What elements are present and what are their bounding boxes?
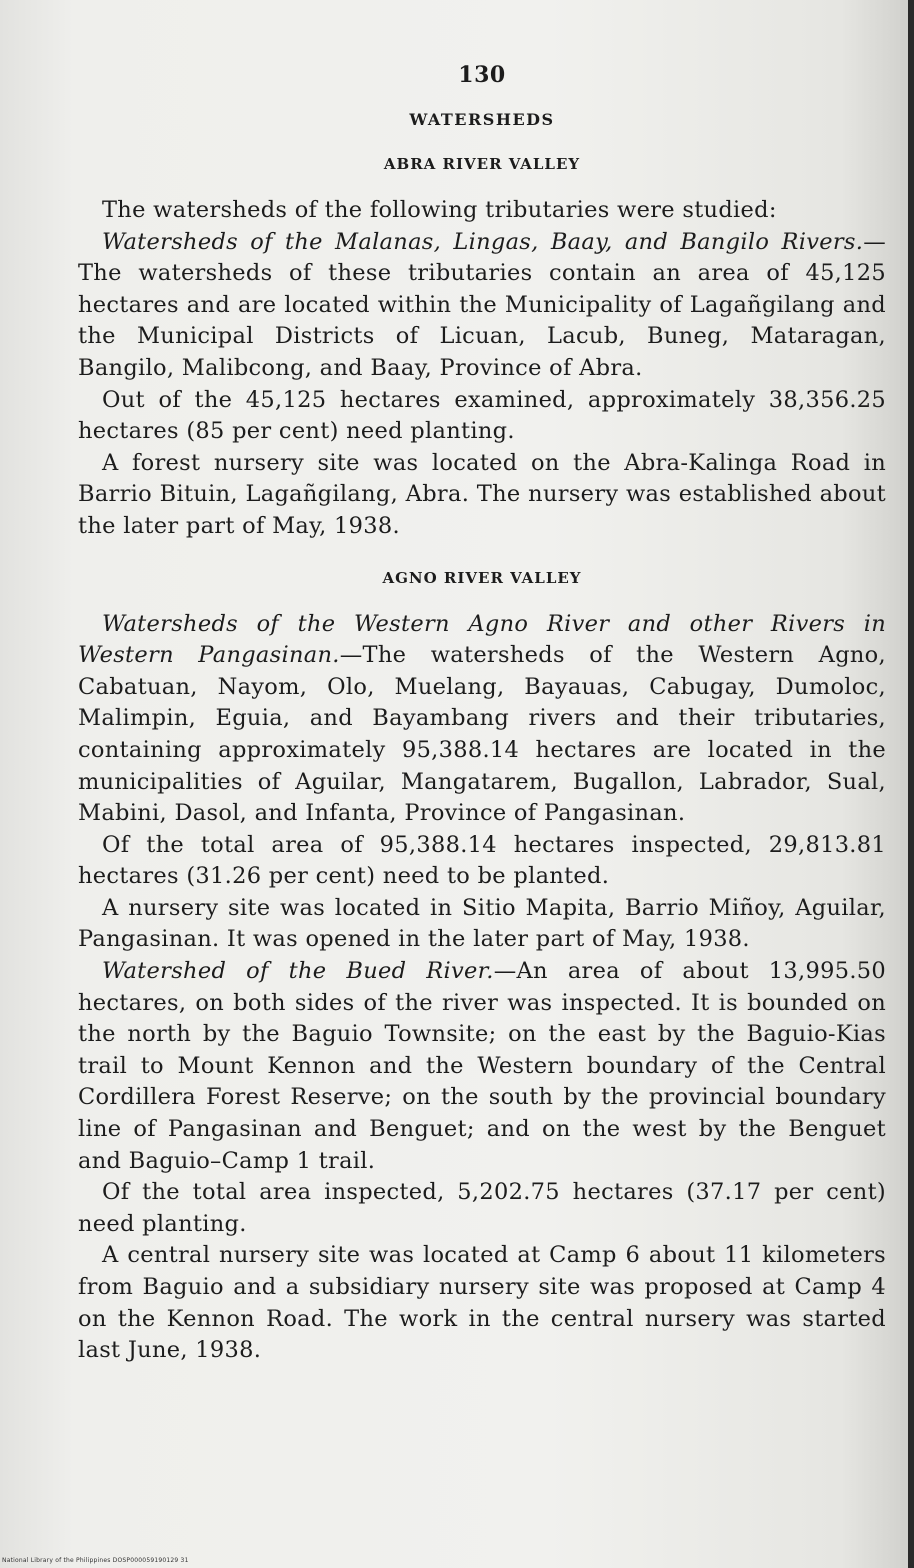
- page-edge-shadow: [908, 0, 914, 1568]
- paragraph-text: —An area of about 13,995.50 hectares, on both sides of the river was inspected. It is bounded on the north by the Baguio Townsite; on the east by the Baguio-Kias trail to Mount Kennon and the Western boundary of the Central Cordillera Forest Reserve; on the south by the provincial boundary line of Pangasinan and Benguet; and on the west by the Benguet and Baguio–Camp 1 trail.: [78, 958, 886, 1174]
- paragraph: [78, 893, 886, 956]
- paragraph: [78, 1177, 886, 1240]
- paragraph-run-in-heading: Watershed of the Bued River.: [102, 958, 494, 985]
- section-heading-agno: AGNO RIVER VALLEY: [382, 568, 582, 587]
- library-footer-stamp: National Library of the Philippines DOSP000059190129 31: [2, 1557, 189, 1564]
- page-number: 130: [458, 62, 506, 88]
- paragraph-text: —The watersheds of these tributaries contain an area of 45,125 hectares and are located within the Municipality of Lagañgilang and the Municipal Districts of Licuan, Lacub, Buneg, Mataragan, Bangilo, Malibcong, and Baay, Province of Abra.: [78, 228, 886, 381]
- paragraph: [78, 830, 886, 893]
- paragraph-text: A nursery site was located in Sitio Mapita, Barrio Miñoy, Aguilar, Pangasinan. It was opened in the later part of May, 1938.: [78, 894, 886, 953]
- paragraph-text: Out of the 45,125 hectares examined, approximately 38,356.25 hectares (85 per cent) need planting.: [78, 386, 886, 445]
- paragraph-text: —The watersheds of the Western Agno, Cabatuan, Nayom, Olo, Muelang, Bayauas, Cabugay, Dumoloc, Malimpin, Eguia, and Bayambang rivers and their tributaries, containing approximately 95,388.14 hectares are located in the municipalities of Aguilar, Mangatarem, Bugallon, Labrador, Sual, Mabini, Dasol, and Infanta, Province of Pangasinan.: [78, 642, 886, 827]
- paragraph-text: A forest nursery site was located on the Abra-Kalinga Road in Barrio Bituin, Lagañgilang, Abra. The nursery was established about the later part of May, 1938.: [78, 449, 886, 539]
- paragraph-run-in-heading: Watersheds of the Western Agno River and other Rivers in Western Pangasinan.: [78, 610, 886, 669]
- paragraph: [78, 1240, 886, 1366]
- paragraph-text: Of the total area inspected, 5,202.75 hectares (37.17 per cent) need planting.: [78, 1179, 886, 1237]
- paragraph: [78, 195, 886, 227]
- paragraph: [78, 448, 886, 543]
- paragraph-run-in-heading: Watersheds of the Malanas, Lingas, Baay, and Bangilo Rivers.: [102, 228, 864, 255]
- document-body: [78, 62, 886, 1367]
- page-title: WATERSHEDS: [409, 110, 555, 129]
- paragraph-text: Of the total area of 95,388.14 hectares inspected, 29,813.81 hectares (31.26 per cent) need to be planted.: [78, 831, 886, 890]
- paragraph: [78, 956, 886, 1177]
- paragraph-text: A central nursery site was located at Camp 6 about 11 kilometers from Baguio and a subsidiary nursery site was proposed at Camp 4 on the Kennon Road. The work in the central nursery was started last June, 1938.: [78, 1242, 886, 1364]
- paragraph: [78, 227, 886, 385]
- paragraph: [78, 609, 886, 830]
- paragraph: [78, 385, 886, 448]
- paragraph-text: The watersheds of the following tributaries were studied:: [102, 197, 777, 223]
- section-heading-abra: ABRA RIVER VALLEY: [383, 155, 581, 173]
